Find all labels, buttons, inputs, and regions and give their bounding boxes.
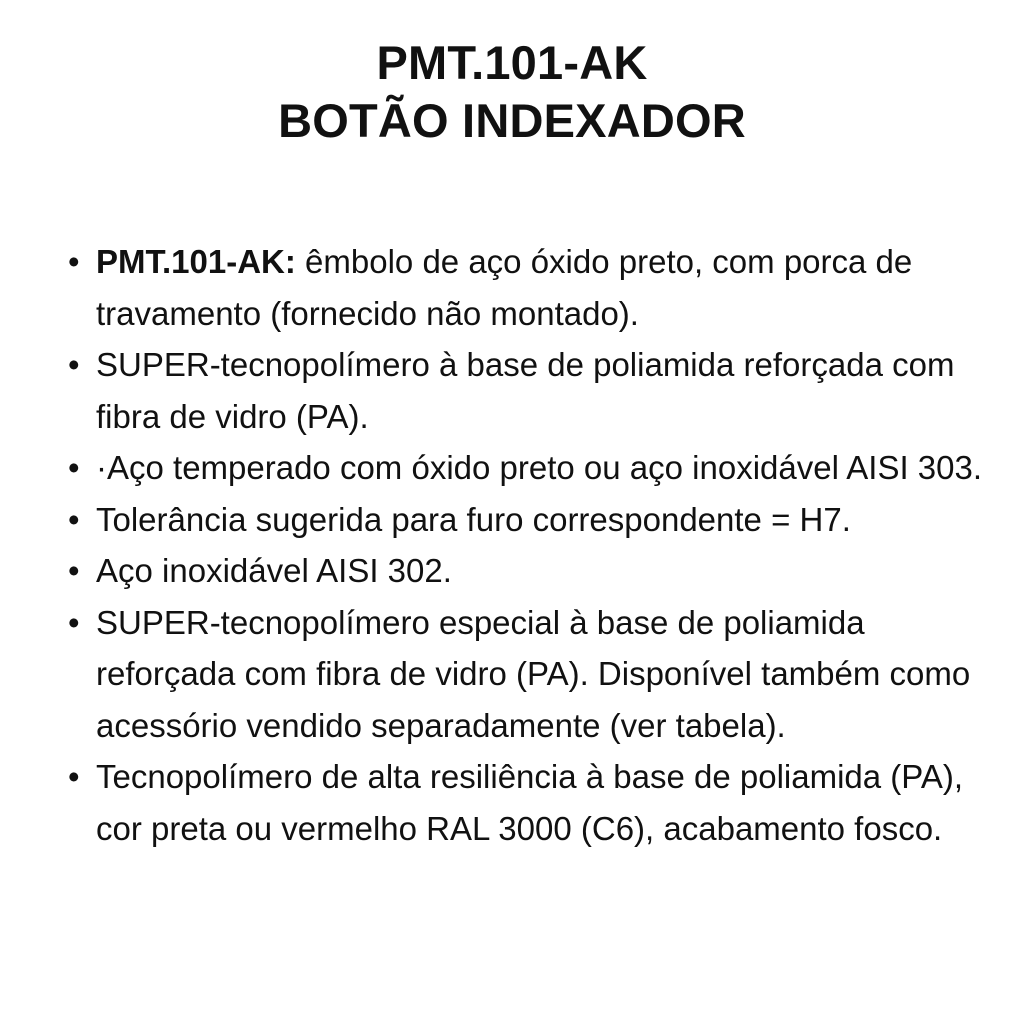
- feature-list: [68, 236, 996, 854]
- item-text: Aço inoxidável AISI 302.: [96, 552, 452, 589]
- list-item: [68, 597, 996, 752]
- bullet-icon: •: [68, 552, 80, 589]
- item-text: SUPER-tecnopolímero à base de poliamida reforçada com fibra de vidro (PA).: [96, 346, 955, 435]
- title-block: [0, 34, 1024, 150]
- product-name-title: BOTÃO INDEXADOR: [278, 94, 746, 147]
- item-text: SUPER-tecnopolímero especial à base de poliamida reforçada com fibra de vidro (PA). Disponível também como acessório vendido separadamente (ver tabela).: [96, 603, 971, 744]
- bullet-icon: •: [68, 346, 80, 383]
- list-item: [68, 545, 996, 597]
- bullet-icon: •: [68, 243, 80, 280]
- product-code-title: PMT.101-AK: [376, 36, 648, 89]
- item-text: ·Aço temperado com óxido preto ou aço inoxidável AISI 303.: [96, 449, 983, 486]
- list-item: [68, 751, 996, 854]
- list-item: [68, 494, 996, 546]
- list-item: [68, 442, 996, 494]
- list-item: [68, 236, 996, 339]
- list-item: [68, 339, 996, 442]
- bullet-icon: •: [68, 449, 80, 486]
- item-text: êmbolo de aço óxido preto, com porca de travamento (fornecido não montado).: [96, 243, 913, 332]
- bullet-icon: •: [68, 603, 80, 641]
- item-lead: PMT.101-AK:: [96, 243, 296, 280]
- item-text: Tecnopolímero de alta resiliência à base de poliamida (PA), cor preta ou vermelho RAL 3000 (C6), acabamento fosco.: [96, 758, 964, 847]
- bullet-icon: •: [68, 758, 80, 795]
- item-text: Tolerância sugerida para furo correspondente = H7.: [96, 500, 851, 538]
- bullet-icon: •: [68, 500, 80, 538]
